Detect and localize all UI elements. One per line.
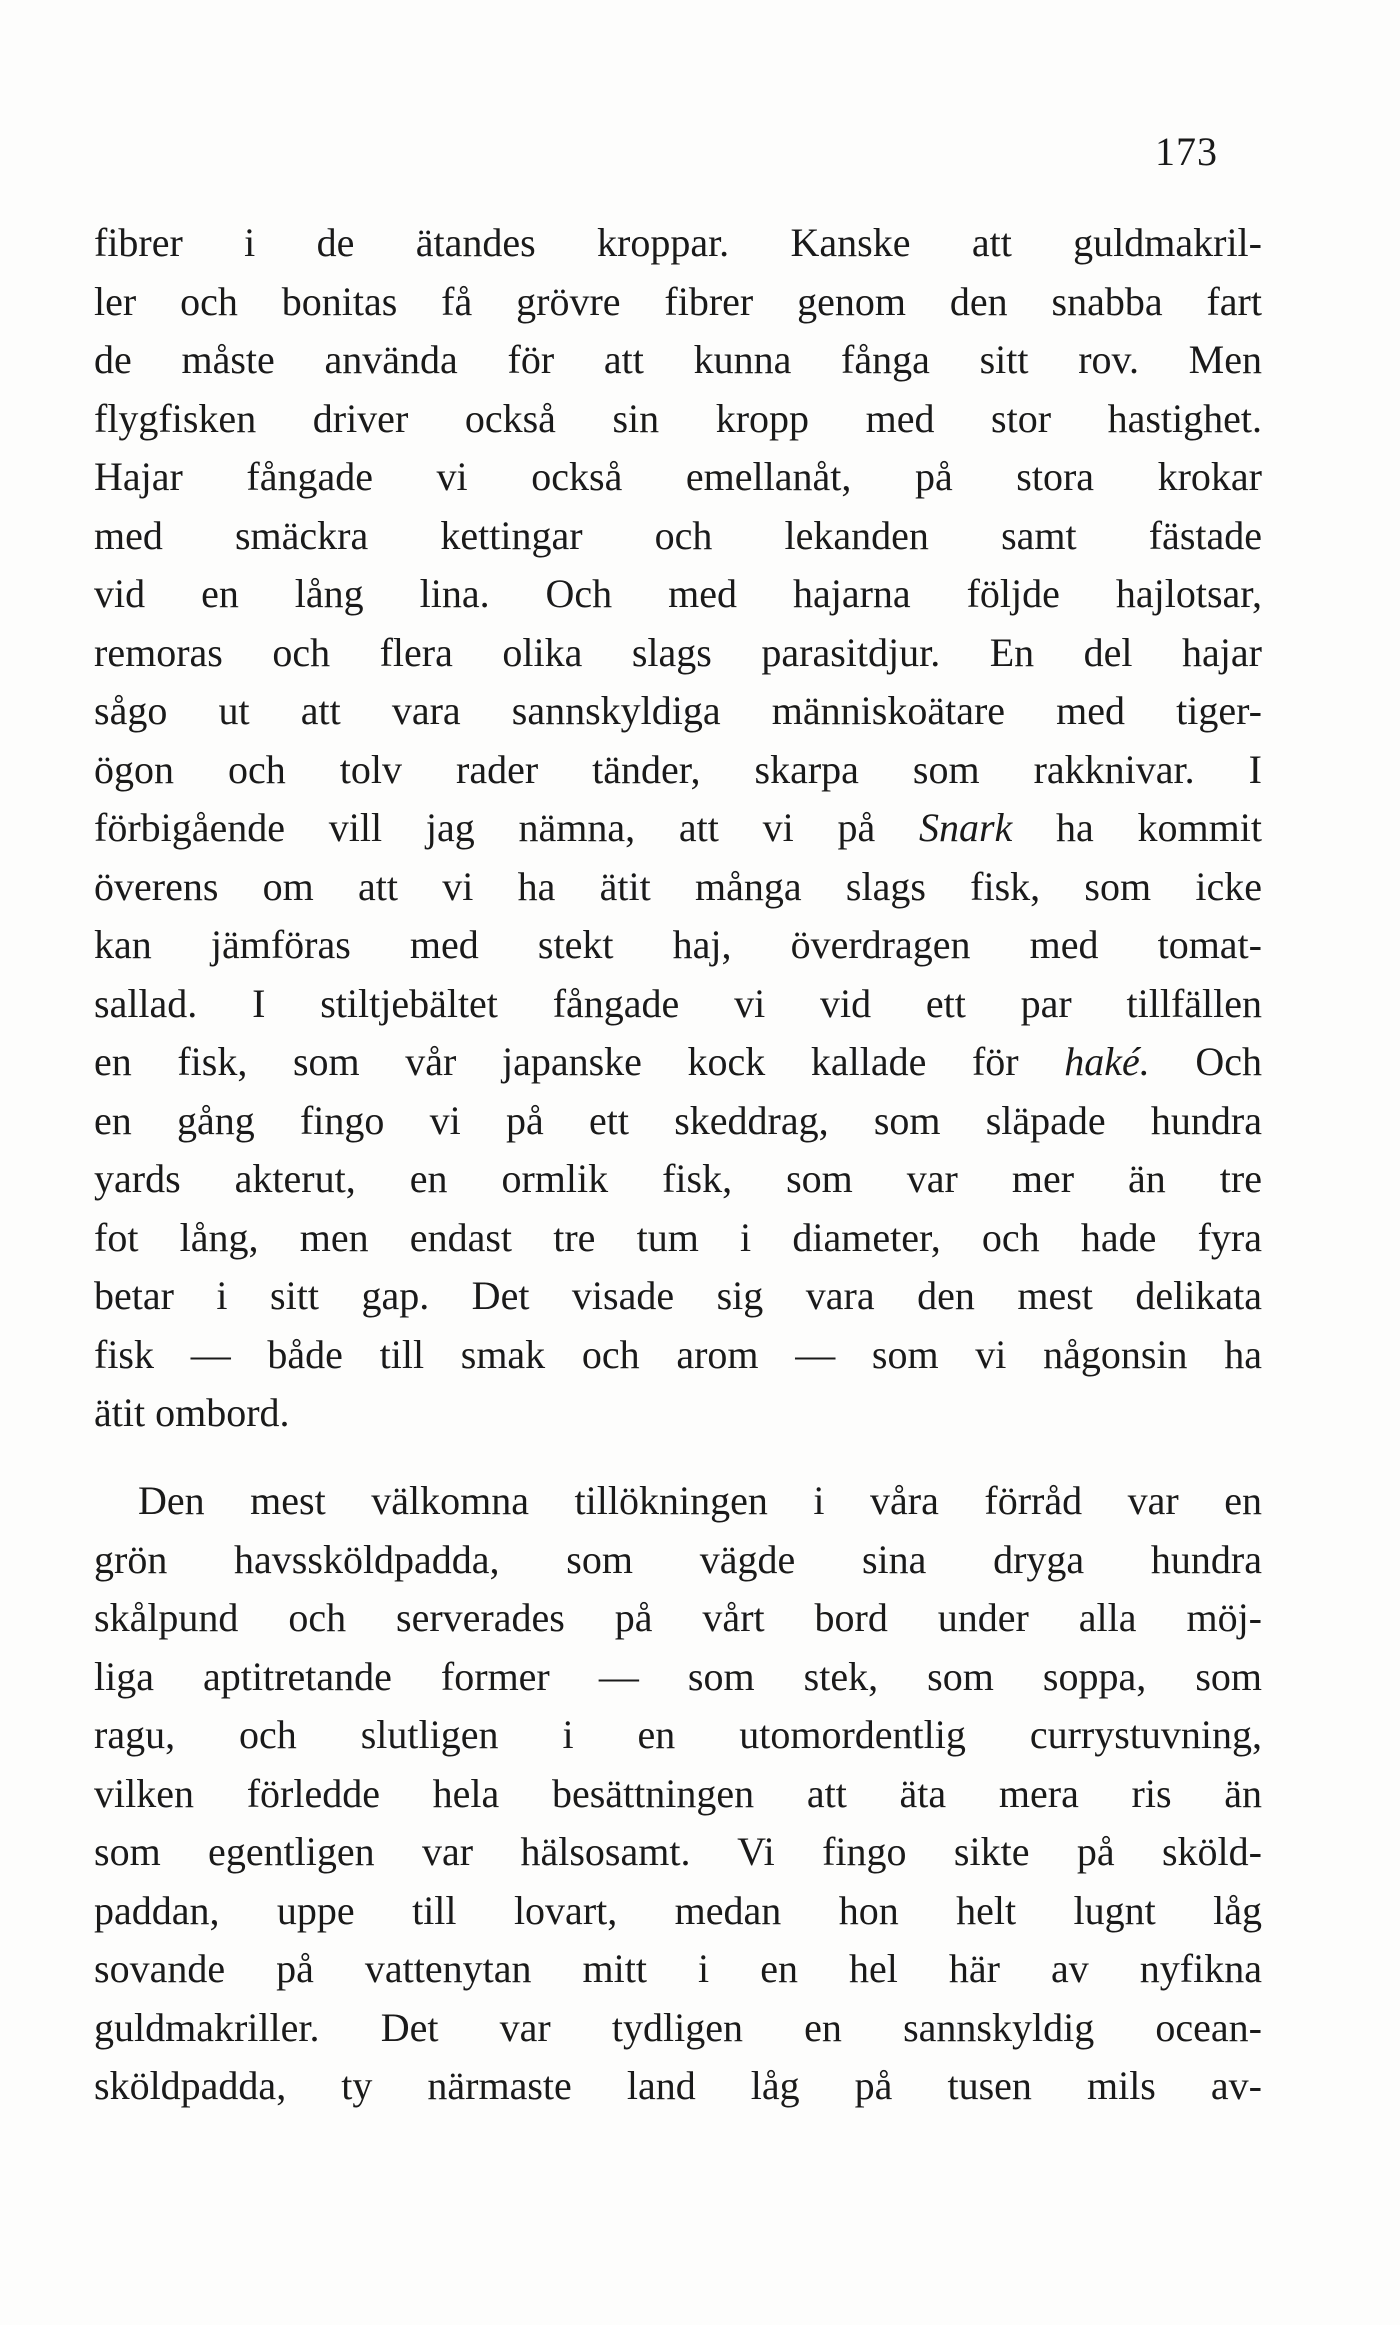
text-line: fibrer i de ätandes kroppar. Kanske att guldmakril-	[94, 220, 1262, 265]
text-line: fot lång, men endast tre tum i diameter, och hade fyra	[94, 1214, 1262, 1260]
text-line: betar i sitt gap. Det visade sig vara den mest delikata	[94, 1273, 1262, 1318]
text-segment: Och	[1149, 1039, 1263, 1084]
text-line: sovande på vattenytan mitt i en hel här av nyfikna	[94, 1946, 1262, 1991]
text-line: fisk — både till smak och arom — som vi någonsin ha	[94, 1331, 1262, 1377]
paragraph-1	[94, 214, 1262, 1443]
text-line: sköldpadda, ty närmaste land låg på tusen mils av-	[94, 2063, 1262, 2108]
paragraph-2	[94, 1472, 1262, 2116]
text-line: med smäckra kettingar och lekanden samt fästade	[94, 512, 1262, 558]
text-segment: en fisk, som vår japanske kock kallade för	[94, 1039, 1065, 1084]
text-line: skålpund och serverades på vårt bord under alla möj-	[94, 1595, 1262, 1640]
text-segment: förbigående vill jag nämna, att vi på	[94, 805, 919, 850]
text-line: ragu, och slutligen i en utomordentlig currystuvning,	[94, 1712, 1262, 1757]
text-line: paddan, uppe till lovart, medan hon helt lugnt låg	[94, 1887, 1262, 1933]
text-line: vilken förledde hela besättningen att äta mera ris än	[94, 1770, 1262, 1816]
text-line: ler och bonitas få grövre fibrer genom den snabba fart	[94, 278, 1262, 324]
text-line	[94, 799, 1262, 858]
text-line: Hajar fångade vi också emellanåt, på stora krokar	[94, 454, 1262, 499]
text-line: ätit ombord.	[94, 1390, 290, 1435]
text-line: en gång fingo vi på ett skeddrag, som släpade hundra	[94, 1097, 1262, 1143]
text-line: guldmakriller. Det var tydligen en sannskyldig ocean-	[94, 2004, 1262, 2050]
text-line: överens om att vi ha ätit många slags fisk, som icke	[94, 863, 1262, 909]
page-number: 173	[1155, 129, 1218, 174]
text-segment: ha kommit	[1012, 805, 1262, 850]
italic-fish-name: haké.	[1064, 1039, 1150, 1084]
text-line: yards akterut, en ormlik fisk, som var mer än tre	[94, 1156, 1262, 1201]
text-line: som egentligen var hälsosamt. Vi fingo sikte på sköld-	[94, 1829, 1262, 1874]
italic-ship-name: Snark	[918, 805, 1013, 850]
text-line: liga aptitretande former — som stek, som soppa, som	[94, 1653, 1262, 1699]
text-line: de måste använda för att kunna fånga sitt rov. Men	[94, 337, 1262, 382]
text-line: kan jämföras med stekt haj, överdragen med tomat-	[94, 922, 1262, 967]
text-line: Den mest välkomna tillökningen i våra förråd var en	[138, 1478, 1262, 1523]
text-line: remoras och flera olika slags parasitdjur. En del hajar	[94, 629, 1262, 675]
text-line: flygfisken driver också sin kropp med stor hastighet.	[94, 395, 1262, 441]
text-line	[94, 1033, 1262, 1092]
text-line: sågo ut att vara sannskyldiga människoätare med tiger-	[94, 688, 1262, 733]
text-line: ögon och tolv rader tänder, skarpa som rakknivar. I	[94, 746, 1262, 792]
text-line: vid en lång lina. Och med hajarna följde hajlotsar,	[94, 571, 1262, 616]
text-line: sallad. I stiltjebältet fångade vi vid ett par tillfällen	[94, 980, 1262, 1026]
text-line: grön havssköldpadda, som vägde sina dryga hundra	[94, 1536, 1262, 1582]
